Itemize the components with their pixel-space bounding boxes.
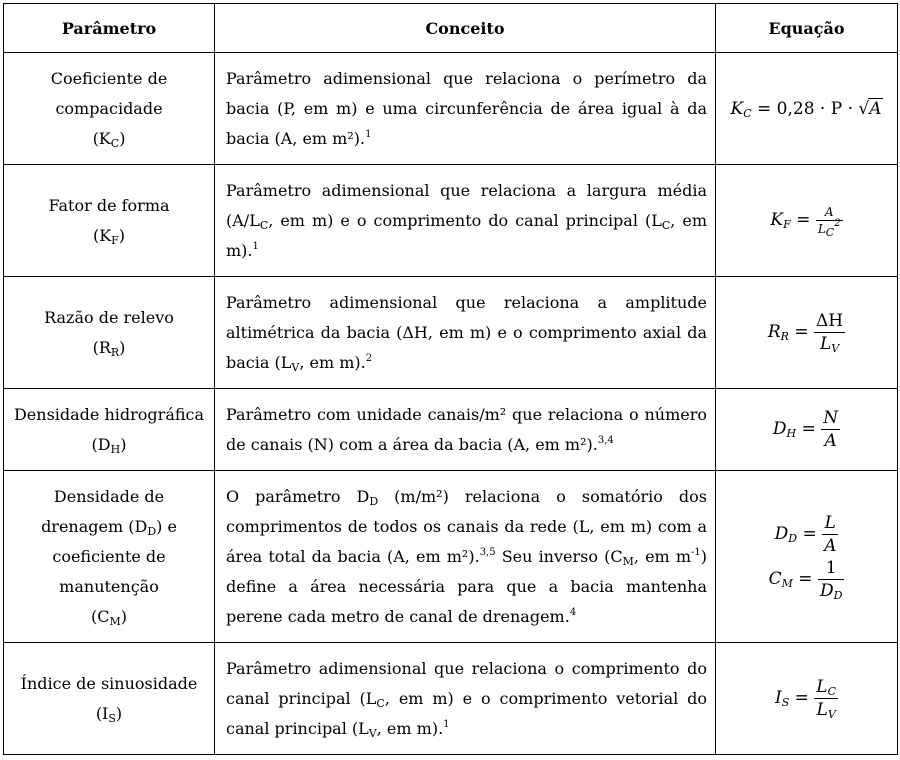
equation-cell <box>716 53 898 165</box>
equation-kf: $K_F$ = $\frac{A}{L_C^2}$ <box>770 205 841 239</box>
header-parametro: Parâmetro <box>4 4 215 53</box>
equation-dd: $D_D$ = $\frac{L}{A}$ <box>774 512 837 556</box>
equation-cm: $C_M$ = $\frac{1}{D_D}$ <box>768 557 843 602</box>
equation-cell <box>716 643 898 755</box>
equation-cell <box>716 471 898 643</box>
equation-dh: $D_H$ = $\frac{N}{A}$ <box>772 408 839 451</box>
table-row <box>4 53 898 165</box>
concept-cell: Parâmetro adimensional que relaciona o comprimento do canal principal ($L_C$, em m) e o comprimento vetorial do canal principal ($L_V$, em m).$^1$ <box>215 643 716 755</box>
concept-cell: Parâmetro adimensional que relaciona a amplitude altimétrica da bacia (ΔH, em m) e o comprimento axial da bacia ($L_V$, em m).$^2$ <box>215 277 716 389</box>
param-cell: Fator de forma $(K_F)$ <box>4 165 215 277</box>
concept-cell: Parâmetro com unidade canais/m² que relaciona o número de canais (N) com a área da bacia (A, em m²).$^{3,4}$ <box>215 389 716 471</box>
parameters-table <box>3 3 898 755</box>
header-equacao: Equação <box>716 4 898 53</box>
concept-cell: Parâmetro adimensional que relaciona o perímetro da bacia (P, em m) e uma circunferência de área igual à da bacia (A, em m²).$^1$ <box>215 53 716 165</box>
equation-is: $I_S$ = $\frac{L_C}{L_V}$ <box>774 677 837 721</box>
header-conceito: Conceito <box>215 4 716 53</box>
equation-cell <box>716 165 898 277</box>
param-cell: Coeficiente de compacidade $(K_C)$ <box>4 53 215 165</box>
param-cell: Densidade hidrográfica $(D_H)$ <box>4 389 215 471</box>
table-row <box>4 471 898 643</box>
equation-cell <box>716 389 898 471</box>
concept-cell: Parâmetro adimensional que relaciona a largura média ($A/L_C$, em m) e o comprimento do canal principal ($L_C$, em m).$^1$ <box>215 165 716 277</box>
table-row <box>4 643 898 755</box>
equation-kc: $K_C = 0,28 \cdot P \cdot √A$ <box>730 99 882 120</box>
param-cell: Densidade de drenagem $(D_D)$ e coeficiente de manutenção $(C_M)$ <box>4 471 215 643</box>
table-row <box>4 277 898 389</box>
param-cell: Razão de relevo $(R_R)$ <box>4 277 215 389</box>
header-row <box>4 4 898 53</box>
table-row <box>4 165 898 277</box>
equation-rr: $R_R$ = $\frac{\Delta H}{L_V}$ <box>767 311 844 355</box>
table-row <box>4 389 898 471</box>
concept-cell: O parâmetro $D_D$ (m/m²) relaciona o somatório dos comprimentos de todos os canais da rede (L, em m) com a área total da bacia (A, em m²).$^{3,5}$ Seu inverso ($C_M$, em $m^{-1}$) define a área necessária para que a bacia mantenha perene cada metro de canal de drenagem.$^4$ <box>215 471 716 643</box>
param-cell: Índice de sinuosidade $(I_S)$ <box>4 643 215 755</box>
equation-cell <box>716 277 898 389</box>
